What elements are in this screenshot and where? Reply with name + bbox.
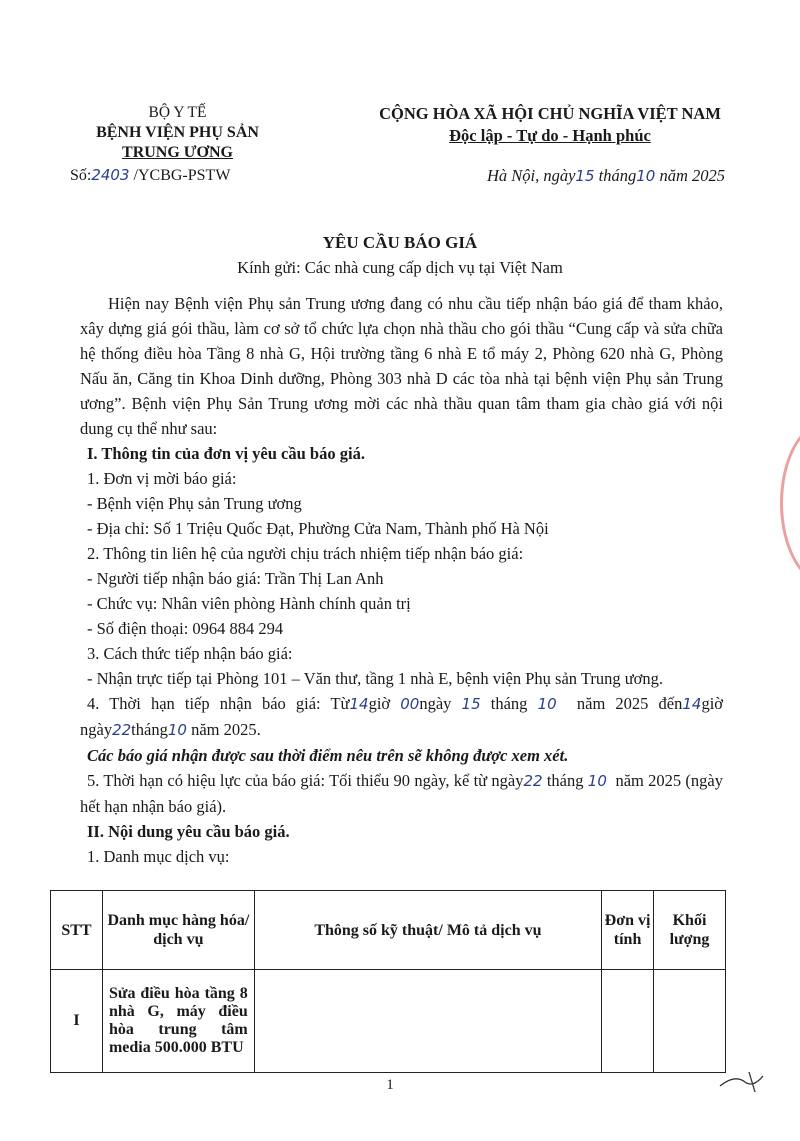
section-1-2-b: - Chức vụ: Nhân viên phòng Hành chính quản trị (87, 594, 411, 613)
document-number (70, 165, 285, 186)
row-spec (254, 970, 601, 1073)
intro-paragraph: Hiện nay Bệnh viện Phụ sản Trung ương đang có nhu cầu tiếp nhận báo giá để tham khảo, xây dựng giá gói thầu, làm cơ sở tổ chức lựa chọn nhà thầu cho gói thầu “Cung cấp và sửa chữa hệ thống điều hòa Tầng 8 nhà G, Hội trường tầng 6 nhà E tổ máy 2, Phòng 620 nhà G, Phòng Nấu ăn, Căng tin Khoa Dinh dưỡng, Phòng 303 nhà D các tòa nhà tại bệnh viện Phụ sản Trung ương”. Bệnh viện Phụ Sản Trung ương mời các nhà thầu quan tâm tham gia chào giá với nội dung cụ thể như sau: (80, 294, 723, 438)
handwritten-initial-mark (715, 1066, 775, 1096)
document-number-handwritten: 2403 (91, 166, 130, 184)
hospital-name-line1: BỆNH VIỆN PHỤ SẢN (96, 124, 259, 141)
section-1-3-a: - Nhận trực tiếp tại Phòng 101 – Văn thư, tầng 1 nhà E, bệnh viện Phụ sản Trung ương. (87, 669, 664, 688)
issuing-agency-block (70, 103, 285, 186)
document-number-suffix: /YCBG-PSTW (133, 167, 231, 184)
section-1-4 (80, 691, 723, 743)
motto: Độc lập - Tự do - Hạnh phúc (449, 126, 651, 145)
greeting: Kính gửi: Các nhà cung cấp dịch vụ tại Việt Nam (237, 258, 563, 277)
deadline-day-end: 22 (112, 721, 132, 739)
section-1-1-b: - Địa chỉ: Số 1 Triệu Quốc Đạt, Phường Cửa Nam, Thành phố Hà Nội (87, 519, 549, 538)
validity-month: 10 (587, 772, 607, 790)
hospital-name-line2: TRUNG ƯƠNG (122, 144, 233, 161)
validity-day: 22 (523, 772, 543, 790)
section-1-1-a: - Bệnh viện Phụ sản Trung ương (87, 494, 302, 513)
date-year: năm 2025 (659, 166, 725, 185)
date-month: 10 (636, 167, 656, 185)
service-table (50, 890, 726, 1073)
section-2-heading: II. Nội dung yêu cầu báo giá. (87, 822, 290, 841)
table-row (51, 970, 726, 1073)
date-line (340, 166, 725, 186)
national-header (340, 103, 760, 147)
document-body (80, 291, 723, 869)
row-unit (602, 970, 654, 1073)
ministry-name: BỘ Y TẾ (148, 104, 207, 121)
deadline-text-2: giờ (368, 694, 391, 713)
date-place: Hà Nội, ngày (486, 166, 576, 185)
red-seal-stamp (780, 420, 800, 586)
deadline-text-4: tháng (490, 694, 528, 713)
section-1-3: 3. Cách thức tiếp nhận báo giá: (87, 644, 293, 663)
deadline-month-start: 10 (537, 695, 557, 713)
page-number: 1 (386, 1077, 394, 1093)
date-day: 15 (575, 167, 595, 185)
republic-title: CỘNG HÒA XÃ HỘI CHỦ NGHĨA VIỆT NAM (379, 104, 721, 123)
col-item: Danh mục hàng hóa/ dịch vụ (102, 891, 254, 970)
section-1-heading: I. Thông tin của đơn vị yêu cầu báo giá. (87, 444, 365, 463)
row-stt: I (51, 970, 103, 1073)
motto-wrap (340, 125, 760, 147)
section-2-1: 1. Danh mục dịch vụ: (87, 847, 230, 866)
validity-text-1: 5. Thời hạn có hiệu lực của báo giá: Tối thiểu 90 ngày, kể từ ngày (87, 771, 524, 790)
deadline-text-8: năm 2025. (191, 720, 261, 739)
section-1-2-a: - Người tiếp nhận báo giá: Trần Thị Lan Anh (87, 569, 384, 588)
deadline-minute-start: 00 (400, 695, 420, 713)
deadline-day-start: 15 (461, 695, 481, 713)
row-qty (654, 970, 726, 1073)
row-item: Sửa điều hòa tầng 8 nhà G, máy điều hòa trung tâm media 500.000 BTU (102, 970, 254, 1073)
deadline-month-end: 10 (167, 721, 187, 739)
late-quote-warning: Các báo giá nhận được sau thời điểm nêu trên sẽ không được xem xét. (87, 746, 569, 765)
deadline-text-1: 4. Thời hạn tiếp nhận báo giá: Từ (87, 694, 350, 713)
section-1-2: 2. Thông tin liên hệ của người chịu trách nhiệm tiếp nhận báo giá: (87, 544, 524, 563)
deadline-text-3: ngày (419, 694, 452, 713)
deadline-hour-end: 14 (682, 695, 702, 713)
document-number-prefix: Số: (70, 167, 92, 184)
document-title: YÊU CẦU BÁO GIÁ (322, 233, 478, 252)
validity-text-2: tháng (546, 771, 584, 790)
deadline-text-6: giờ ngày (80, 694, 724, 739)
deadline-hour-start: 14 (349, 695, 369, 713)
validity-text-3: năm 2025 (ngày hết hạn nhận báo giá). (80, 771, 723, 816)
section-1-1: 1. Đơn vị mời báo giá: (87, 469, 237, 488)
deadline-text-7: tháng (131, 720, 168, 739)
col-qty: Khối lượng (654, 891, 726, 970)
section-1-2-c: - Số điện thoại: 0964 884 294 (87, 619, 284, 638)
table-header-row (51, 891, 726, 970)
col-spec: Thông số kỹ thuật/ Mô tả dịch vụ (254, 891, 601, 970)
col-stt: STT (51, 891, 103, 970)
section-1-5 (80, 768, 723, 819)
deadline-text-5: năm 2025 đến (576, 694, 683, 713)
col-unit: Đơn vị tính (602, 891, 654, 970)
date-month-label: tháng (598, 166, 637, 185)
